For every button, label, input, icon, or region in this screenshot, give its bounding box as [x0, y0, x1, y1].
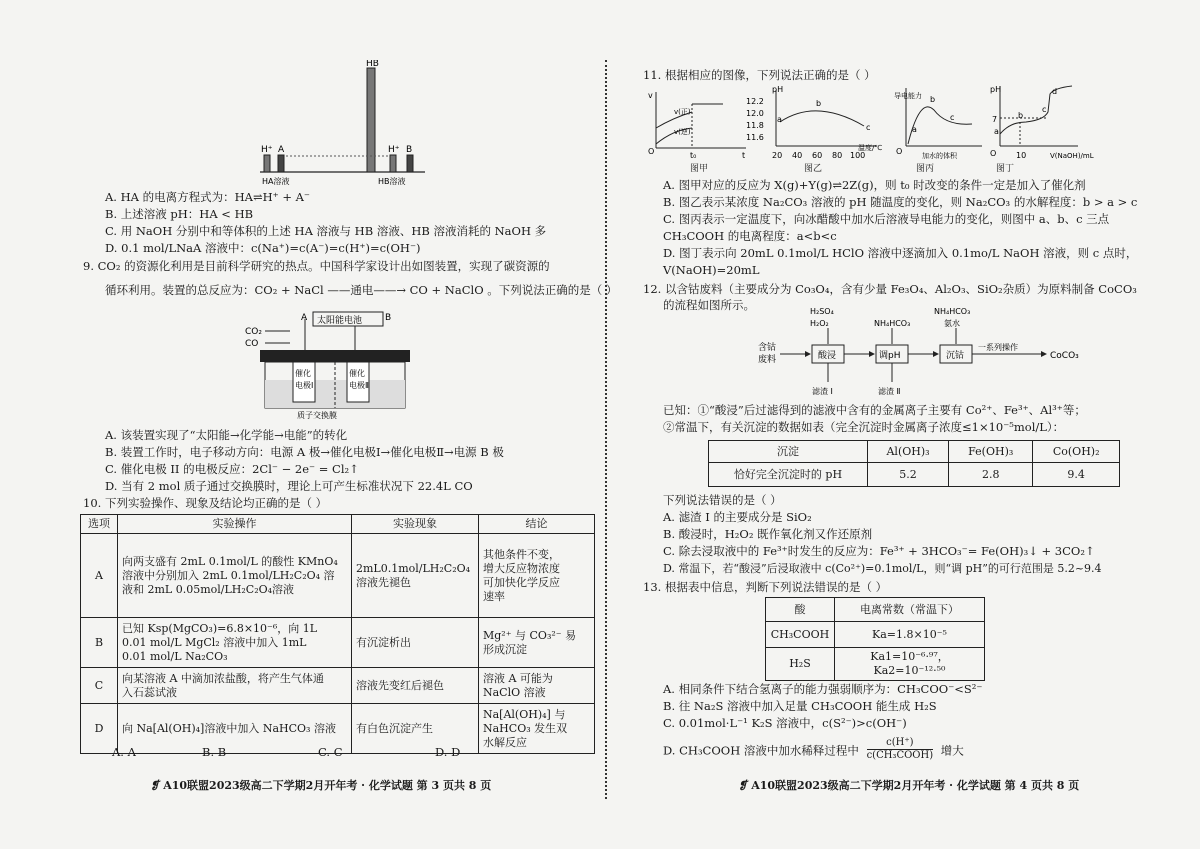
acid-constant-table: [765, 597, 985, 681]
svg-text:O: O: [648, 147, 655, 156]
svg-text:v(正): v(正): [674, 108, 691, 116]
svg-text:11.6: 11.6: [746, 133, 764, 142]
graph-bing-caption: 图丙: [916, 164, 935, 174]
q12-known-2: ②常温下，有关沉淀的数据如表（完全沉淀时金属离子浓度≤1×10⁻⁵mol/L）：: [663, 420, 1065, 434]
table-cell: CH₃COOH: [766, 622, 835, 648]
phenomenon-cell: 有白色沉淀产生: [352, 704, 479, 754]
q12-known-1: 已知：①“酸浸”后过滤得到的滤液中含有的金属离子主要有 Co²⁺、Fe³⁺、Al³⁺等；: [663, 403, 1086, 417]
conclusion-cell: 其他条件不变， 增大反应物浓度 可加快化学反应 速率: [479, 534, 595, 618]
operation-cell: 向某溶液 A 中滴加浓盐酸，将产生气体通 入石蕊试液: [118, 668, 352, 704]
phenomenon-cell: 有沉淀析出: [352, 618, 479, 668]
q12-stem-line1: 12. 以含钴废料（主要成分为 Co₃O₄，含有少量 Fe₃O₄、Al₂O₃、SiO₂杂质）为原料制备 CoCO₃: [643, 282, 1137, 296]
exam-logo-icon: ❡: [150, 779, 160, 792]
q9-stem-line1: 9. CO₂ 的资源化利用是目前科学研究的热点。中国科学家设计出如图装置，实现了碳资源的: [83, 259, 550, 273]
svg-text:NH₄HCO₃: NH₄HCO₃: [874, 319, 911, 328]
page-footer-right: ❡ A10联盟2023级高二下学期2月开年考 · 化学试题 第 4 页共 8 页: [738, 779, 1080, 792]
q12-option-a: A. 滤渣 I 的主要成分是 SiO₂: [663, 510, 812, 524]
svg-text:H₂SO₄: H₂SO₄: [810, 307, 834, 316]
table-header: 结论: [479, 515, 595, 534]
svg-text:H⁺: H⁺: [261, 145, 273, 155]
q10-choice-c: C. C: [318, 745, 343, 759]
exam-logo-icon: ❡: [738, 779, 748, 792]
table-header: 选项: [81, 515, 118, 534]
graph-yi: [746, 84, 886, 164]
table-header: 实验操作: [118, 515, 352, 534]
table-cell: Ka=1.8×10⁻⁵: [835, 622, 985, 648]
svg-text:v(逆): v(逆): [674, 128, 691, 136]
table-header-row: [766, 598, 985, 622]
q11-option-d: D. 图丁表示向 20mL 0.1mol/L HClO 溶液中逐滴加入 0.1mo/L NaOH 溶液，则 c 点时，: [663, 246, 1138, 260]
table-row: [81, 668, 595, 704]
conclusion-cell: Na[Al(OH)₄] 与 NaHCO₃ 发生双 水解反应: [479, 704, 595, 754]
option-cell: A: [81, 534, 118, 618]
table-cell: 2.8: [949, 463, 1033, 487]
svg-text:O: O: [896, 147, 903, 156]
electrolysis-cell-figure: [245, 308, 415, 420]
table-header-row: [81, 515, 595, 534]
option-cell: D: [81, 704, 118, 754]
graph-bing: [894, 84, 984, 164]
table-header: 实验现象: [352, 515, 479, 534]
q8-option-c: C. 用 NaOH 分别中和等体积的上述 HA 溶液与 HB 溶液、HB 溶液消耗的 NaOH 多: [105, 224, 547, 238]
conclusion-cell: 溶液 A 可能为 NaClO 溶液: [479, 668, 595, 704]
q13-stem: 13. 根据表中信息，判断下列说法错误的是（ ）: [643, 580, 888, 594]
svg-text:b: b: [816, 99, 822, 108]
svg-text:催化: 催化: [295, 369, 311, 378]
fraction-denominator: c(CH₃COOH): [866, 750, 934, 761]
svg-text:pH: pH: [990, 85, 1002, 94]
page-footer-left: ❡ A10联盟2023级高二下学期2月开年考 · 化学试题 第 3 页共 8 页: [150, 779, 492, 792]
q10-stem: 10. 下列实验操作、现象及结论均正确的是（ ）: [83, 496, 328, 510]
table-row: [709, 463, 1120, 487]
q8-option-a: A. HA 的电离方程式为：HA⇌H⁺ + A⁻: [105, 190, 310, 204]
q12-option-d: D. 常温下，若“酸浸”后浸取液中 c(Co²⁺)=0.1mol/L，则“调 pH”的可行范围是 5.2~9.4: [663, 562, 1102, 575]
q13-option-d: D. CH₃COOH 溶液中加水稀释过程中 c(H⁺) c(CH₃COOH) 增大: [663, 737, 964, 761]
q10-choice-a: A. A: [112, 745, 136, 759]
phenomenon-cell: 溶液先变红后褪色: [352, 668, 479, 704]
q8-option-b: B. 上述溶液 pH：HA < HB: [105, 207, 254, 221]
table-header: Co(OH)₂: [1033, 441, 1120, 463]
svg-text:b: b: [1018, 111, 1024, 120]
hb-bar-label: HB: [366, 60, 379, 69]
table-header: 沉淀: [709, 441, 868, 463]
svg-text:电极Ⅰ: 电极Ⅰ: [295, 381, 314, 390]
svg-text:40: 40: [792, 151, 803, 160]
svg-text:12.0: 12.0: [746, 109, 764, 118]
table-row: [81, 618, 595, 668]
table-header: 酸: [766, 598, 835, 622]
svg-text:c: c: [866, 123, 871, 132]
q13-option-a: A. 相同条件下结合氢离子的能力强弱顺序为：CH₃COO⁻<S²⁻: [663, 682, 983, 696]
q12-option-b: B. 酸浸时，H₂O₂ 既作氧化剂又作还原剂: [663, 527, 873, 541]
svg-text:滤渣 Ⅰ: 滤渣 Ⅰ: [812, 387, 833, 396]
precipitation-ph-table: [708, 440, 1120, 487]
svg-text:pH: pH: [772, 85, 784, 94]
table-cell: Ka1=10⁻⁶·⁹⁷，Ka2=10⁻¹²·⁵⁰: [835, 648, 985, 681]
svg-text:一系列操作: 一系列操作: [978, 343, 1018, 352]
graph-ding-caption: 图丁: [996, 164, 1015, 174]
svg-text:调pH: 调pH: [879, 351, 901, 361]
phenomenon-cell: 2mL0.1mol/LH₂C₂O₄ 溶液先褪色: [352, 534, 479, 618]
svg-text:沉钴: 沉钴: [946, 351, 965, 361]
q13-option-b: B. 往 Na₂S 溶液中加入足量 CH₃COOH 能生成 H₂S: [663, 699, 937, 713]
q12-stem-line2: 的流程如图所示。: [663, 298, 755, 312]
q9-option-d: D. 当有 2 mol 质子通过交换膜时，理论上可产生标准状况下 22.4L CO: [105, 479, 473, 493]
q8-option-d: D. 0.1 mol/LNaA 溶液中：c(Na⁺)=c(A⁻)=c(H⁺)=c(OH⁻): [105, 241, 421, 255]
svg-text:100: 100: [850, 151, 866, 160]
graph-jia: [648, 88, 748, 160]
ha-hb-ionization-figure: [250, 60, 430, 185]
q12-option-c: C. 除去浸取液中的 Fe³⁺时发生的反应为：Fe³⁺ + 3HCO₃⁻= Fe(OH)₃↓ + 3CO₂↑: [663, 544, 1095, 558]
svg-text:c: c: [1042, 105, 1047, 114]
svg-text:A: A: [278, 145, 285, 155]
svg-text:电极Ⅱ: 电极Ⅱ: [349, 381, 369, 390]
graph-jia-caption: 图甲: [690, 164, 709, 174]
svg-text:HA溶液: HA溶液: [262, 177, 290, 185]
svg-text:CoCO₃: CoCO₃: [1050, 351, 1079, 361]
q9-option-b: B. 装置工作时，电子移动方向：电源 A 极→催化电极Ⅰ→催化电极Ⅱ→电源 B 极: [105, 445, 504, 459]
svg-text:7: 7: [992, 115, 998, 124]
q9-stem-line2: 循环利用。装置的总反应为：CO₂ + NaCl ——通电——→ CO + NaClO 。下列说法正确的是（ ）: [105, 283, 618, 297]
row-label: 恰好完全沉淀时的 pH: [709, 463, 868, 487]
svg-text:80: 80: [832, 151, 843, 160]
q11-option-c-cont: CH₃COOH 的电离程度：a<b<c: [663, 229, 837, 243]
q13-option-c: C. 0.01mol·L⁻¹ K₂S 溶液中，c(S²⁻)>c(OH⁻): [663, 716, 907, 730]
svg-text:滤渣 Ⅱ: 滤渣 Ⅱ: [878, 387, 901, 396]
table-cell: 5.2: [868, 463, 949, 487]
graph-yi-caption: 图乙: [804, 164, 823, 174]
svg-text:d: d: [1052, 87, 1058, 96]
svg-text:c: c: [950, 113, 955, 122]
q9-option-c: C. 催化电极 II 的电极反应：2Cl⁻ − 2e⁻ = Cl₂↑: [105, 462, 359, 476]
svg-text:含钴: 含钴: [758, 343, 777, 353]
conclusion-cell: Mg²⁺ 与 CO₃²⁻ 易 形成沉淀: [479, 618, 595, 668]
svg-text:废料: 废料: [758, 355, 777, 365]
table-header: Fe(OH)₃: [949, 441, 1033, 463]
operation-cell: 已知 Ksp(MgCO₃)=6.8×10⁻⁶，向 1L 0.01 mol/L MgCl₂ 溶液中加入 1mL 0.01 mol/L Na₂CO₃: [118, 618, 352, 668]
svg-text:t: t: [742, 151, 746, 160]
operation-cell: 向 Na[Al(OH)₄]溶液中加入 NaHCO₃ 溶液: [118, 704, 352, 754]
svg-text:导电能力: 导电能力: [894, 92, 922, 100]
cobalt-process-flowchart: [758, 300, 1088, 400]
q12-ask: 下列说法错误的是（ ）: [663, 493, 782, 507]
page-gutter-divider: [605, 60, 607, 799]
svg-text:CO: CO: [245, 339, 259, 349]
svg-text:v: v: [648, 91, 653, 100]
svg-text:A: A: [301, 313, 308, 323]
q10-choice-d: D. D: [435, 745, 461, 759]
membrane-label: 质子交换膜: [297, 411, 337, 420]
svg-text:B: B: [385, 313, 392, 323]
svg-text:10: 10: [1016, 151, 1027, 160]
table-row: [81, 534, 595, 618]
svg-text:NH₄HCO₃: NH₄HCO₃: [934, 307, 971, 316]
svg-text:12.2: 12.2: [746, 97, 764, 106]
svg-text:t₀: t₀: [690, 151, 697, 160]
table-cell: 9.4: [1033, 463, 1120, 487]
svg-text:O: O: [990, 149, 997, 158]
graph-ding: [988, 82, 1123, 162]
svg-text:温度/℃: 温度/℃: [858, 144, 883, 152]
svg-text:H₂O₂: H₂O₂: [810, 319, 829, 328]
svg-text:a: a: [912, 125, 917, 134]
fraction-numerator: c(H⁺): [867, 737, 934, 750]
svg-text:酸浸: 酸浸: [818, 351, 837, 361]
svg-text:HB溶液: HB溶液: [378, 177, 406, 185]
table-header-row: [709, 441, 1120, 463]
svg-text:V(NaOH)/mL: V(NaOH)/mL: [1050, 152, 1094, 160]
svg-text:b: b: [930, 95, 936, 104]
svg-text:a: a: [777, 115, 782, 124]
exam-page-4: [608, 0, 1200, 849]
q10-experiment-table: [80, 514, 595, 754]
solar-cell-label: 太阳能电池: [317, 316, 363, 326]
q11-option-b: B. 图乙表示某浓度 Na₂CO₃ 溶液的 pH 随温度的变化，则 Na₂CO₃ 的水解程度：b > a > c: [663, 195, 1138, 209]
q11-option-d-cont: V(NaOH)=20mL: [663, 263, 760, 277]
table-row: [766, 622, 985, 648]
q11-option-a: A. 图甲对应的反应为 X(g)+Y(g)⇌2Z(g)，则 t₀ 时改变的条件一定是加入了催化剂: [663, 178, 1086, 192]
svg-text:H⁺: H⁺: [388, 145, 400, 155]
table-cell: H₂S: [766, 648, 835, 681]
svg-text:氨水: 氨水: [944, 319, 960, 328]
svg-text:加水的体积: 加水的体积: [922, 152, 957, 160]
table-header: 电离常数（常温下）: [835, 598, 985, 622]
option-cell: C: [81, 668, 118, 704]
q11-option-c: C. 图丙表示一定温度下，向冰醋酸中加水后溶液导电能力的变化，则图中 a、b、c 三点: [663, 212, 1110, 226]
svg-text:60: 60: [812, 151, 823, 160]
operation-cell: 向两支盛有 2mL 0.1mol/L 的酸性 KMnO₄ 溶液中分别加入 2mL 0.1mol/LH₂C₂O₄ 溶 液和 2mL 0.05mol/LH₂C₂O₄溶液: [118, 534, 352, 618]
option-cell: B: [81, 618, 118, 668]
q9-option-a: A. 该装置实现了“太阳能→化学能→电能”的转化: [105, 428, 348, 442]
table-row: [766, 648, 985, 681]
svg-text:11.8: 11.8: [746, 121, 764, 130]
q11-stem: 11. 根据相应的图像，下列说法正确的是（ ）: [643, 68, 876, 82]
svg-text:CO₂: CO₂: [245, 327, 262, 337]
svg-text:20: 20: [772, 151, 783, 160]
svg-text:B: B: [406, 145, 413, 155]
table-header: Al(OH)₃: [868, 441, 949, 463]
svg-text:催化: 催化: [349, 369, 365, 378]
svg-text:a: a: [994, 127, 999, 136]
q10-choice-b: B. B: [202, 745, 227, 759]
